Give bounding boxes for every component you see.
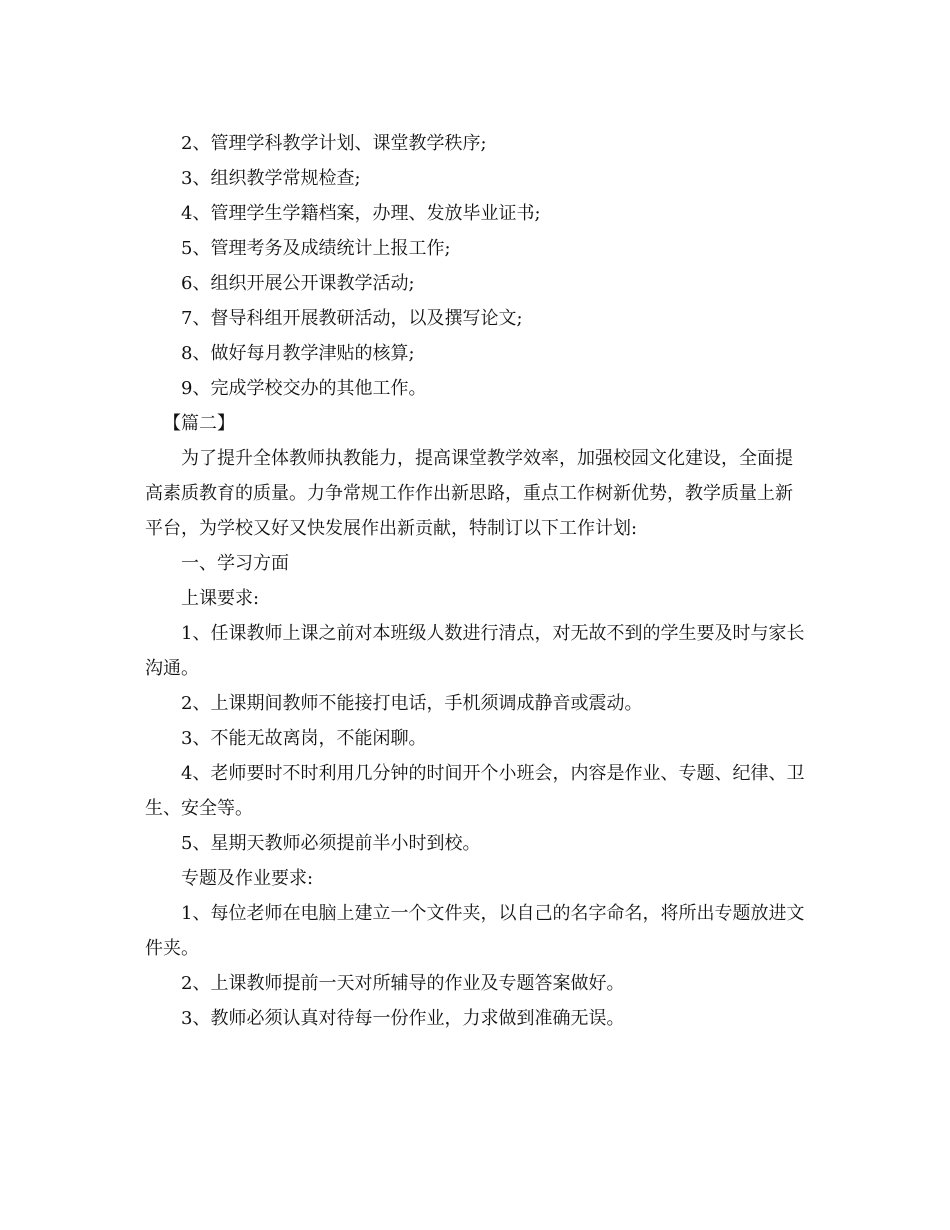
list-item: 6、组织开展公开课教学活动; (181, 273, 415, 294)
intro-paragraph: 为了提升全体教师执教能力，提高课堂教学效率，加强校园文化建设，全面提高素质教育的质量。力争常规工作作出新思路，重点工作树新优势，教学质量上新平台，为学校又好又快发展作出新贡献，特制订以下工作计划: (145, 448, 793, 539)
list-item: 2、上课期间教师不能接打电话，手机须调成静音或震动。 (181, 693, 643, 714)
list-item: 3、不能无故离岗，不能闲聊。 (181, 728, 427, 749)
list-item: 5、星期天教师必须提前半小时到校。 (181, 833, 481, 854)
list-item: 2、管理学科教学计划、课堂教学秩序; (181, 133, 487, 154)
subsection-label: 专题及作业要求: (181, 868, 314, 889)
list-item: 3、组织教学常规检查; (181, 168, 361, 189)
list-item: 5、管理考务及成绩统计上报工作; (181, 238, 451, 259)
subsection-title: 一、学习方面 (181, 553, 289, 574)
list-item: 9、完成学校交办的其他工作。 (181, 378, 427, 399)
subsection-label: 上课要求: (181, 588, 260, 609)
list-item: 8、做好每月教学津贴的核算; (181, 343, 415, 364)
list-item: 4、管理学生学籍档案，办理、发放毕业证书; (181, 203, 541, 224)
document-body (145, 126, 805, 1036)
list-item: 2、上课教师提前一天对所辅导的作业及专题答案做好。 (181, 973, 625, 994)
list-item: 4、老师要时不时利用几分钟的时间开个小班会，内容是作业、专题、纪律、卫生、安全等。 (145, 763, 805, 819)
list-item: 3、教师必须认真对待每一份作业，力求做到准确无误。 (181, 1008, 625, 1029)
list-item: 7、督导科组开展教研活动，以及撰写论文; (181, 308, 523, 329)
section-heading: 【篇二】 (163, 413, 235, 434)
list-item: 1、每位老师在电脑上建立一个文件夹，以自己的名字命名，将所出专题放进文件夹。 (145, 903, 805, 959)
list-item: 1、任课教师上课之前对本班级人数进行清点，对无故不到的学生要及时与家长沟通。 (145, 623, 805, 679)
